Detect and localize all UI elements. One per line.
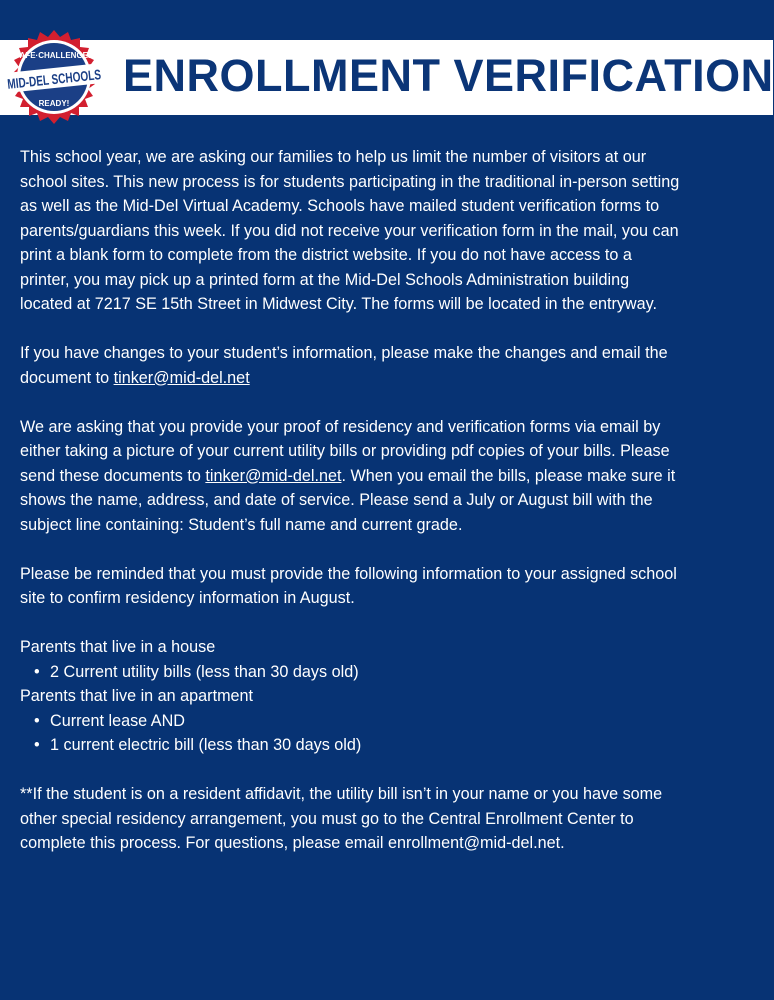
text-line: shows the name, address, and date of service. Please send a July or August bill with the [20,491,653,509]
requirements-list [20,635,679,758]
list-item: • Current lease AND [20,709,679,734]
reminder-paragraph [20,562,679,611]
svg-text:SAFE·CHALLENGED: SAFE·CHALLENGED [14,51,94,60]
text-segment: document to [20,368,114,387]
mid-del-schools-logo [2,28,139,128]
text-line: printer, you may pick up a printed form at the Mid-Del Schools Administration building [20,270,630,289]
text-line: print a blank form to complete from the district website. If you do not have access to a [20,246,632,264]
text-line: This school year, we are asking our families to help us limit the number of visitors at our [20,148,647,166]
svg-text:READY!: READY! [38,99,70,108]
text-line: other special residency arrangement, you must go to the Central Enrollment Center to [20,809,634,828]
text-line: subject line containing: Student’s full name and current grade. [20,515,463,534]
house-label: Parents that live in a house [20,638,216,656]
apartment-label: Parents that live in an apartment [20,687,254,705]
text-line: located at 7217 SE 15th Street in Midwest City. The forms will be located in the entryway. [20,295,658,313]
changes-paragraph [20,341,679,390]
page-title: ENROLLMENT VERIFICATION [123,50,774,101]
footnote-paragraph [20,782,679,856]
text-line: parents/guardians this week. If you did not receive your verification form in the mail, you can [20,221,679,240]
proof-paragraph [20,415,679,538]
body-content [20,145,679,856]
text-line: We are asking that you provide your proof of residency and verification forms via email by [20,417,661,436]
text-line: site to confirm residency information in August. [20,589,355,607]
text-line: If you have changes to your student’s information, please make the changes and email the [20,344,668,362]
text-line: Please be reminded that you must provide the following information to your assigned school [20,564,677,583]
text-segment: . When you email the bills, please make sure it [341,466,676,485]
text-line: school sites. This new process is for students participating in the traditional in-person setting [20,172,680,191]
text-line: either taking a picture of your current utility bills or providing pdf copies of your bills. Please [20,442,670,460]
email-link[interactable]: tinker@mid-del.net [205,466,342,485]
list-item: • 2 Current utility bills (less than 30 days old) [20,660,679,685]
text-line: complete this process. For questions, please email enrollment@mid-del.net. [20,834,565,852]
text-line: as well as the Mid-Del Virtual Academy. Schools have mailed student verification forms to [20,197,660,215]
intro-paragraph [20,145,679,317]
list-item: • 1 current electric bill (less than 30 days old) [20,733,679,758]
text-line: **If the student is on a resident affidavit, the utility bill isn’t in your name or you have some [20,785,663,803]
text-segment: send these documents to [20,466,206,485]
email-link[interactable]: tinker@mid-del.net [113,368,250,387]
svg-text:MID-DEL SCHOOLS: MID-DEL SCHOOLS [6,62,139,92]
